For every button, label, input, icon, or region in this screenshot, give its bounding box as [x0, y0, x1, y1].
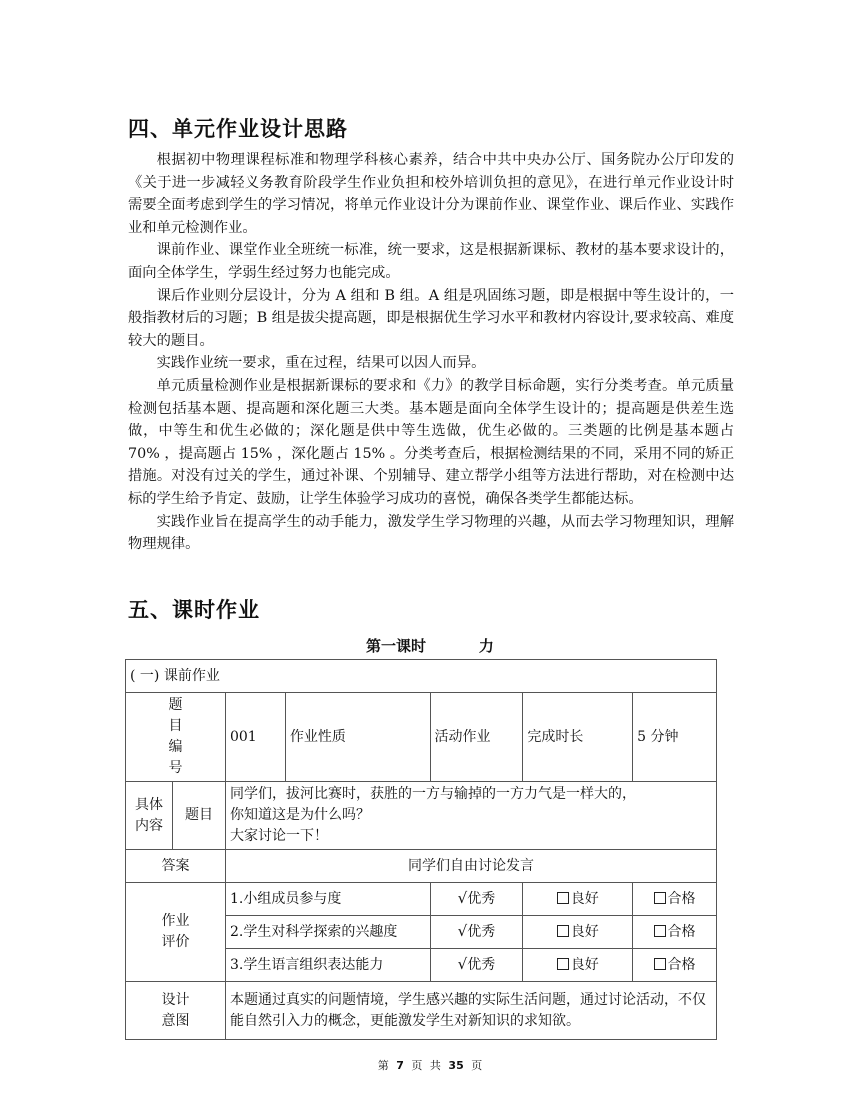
- type-value: 活动作业: [430, 693, 523, 782]
- content-label: 具体内容: [126, 782, 173, 850]
- intent-label: 设计意图: [126, 982, 226, 1040]
- id-label: 题目编号: [126, 693, 226, 782]
- check-icon: √: [457, 955, 468, 973]
- eval-option-excellent: √优秀: [430, 916, 523, 949]
- paragraph: 根据初中物理课程标准和物理学科核心素养，结合中共中央办公厅、国务院办公厅印发的《关于进一步减轻义务教育阶段学生作业负担和校外培训负担的意见》，在进行单元作业设计时需要全面考虑到学生的学习情况，将单元作业设计分为课前作业、课堂作业、课后作业、实践作业和单元检测作业。: [128, 152, 734, 236]
- paragraph: 课前作业、课堂作业全班统一标准，统一要求，这是根据新课标、教材的基本要求设计的，面向全体学生，学弱生经过努力也能完成。: [128, 242, 734, 281]
- table-row: [126, 982, 717, 1040]
- page-total: 35: [448, 1059, 464, 1072]
- answer-value: 同学们自由讨论发言: [225, 850, 716, 883]
- paragraph: 课后作业则分层设计，分为 A 组和 B 组。A 组是巩固练习题，即是根据中等生设计的，一般指教材后的习题；B 组是拔尖提高题，即是根据优生学习水平和教材内容设计,要求较高、难度较大的题目。: [128, 287, 734, 349]
- question-text: [225, 782, 716, 850]
- table-row: [126, 782, 717, 850]
- section-label: ( 一) 课前作业: [126, 660, 717, 693]
- eval-option-good: 良好: [523, 883, 633, 916]
- eval-row: [126, 883, 717, 916]
- eval-option-pass: 合格: [633, 916, 717, 949]
- lesson-title: 第一课时 力: [366, 637, 494, 655]
- eval-label: 作业评价: [126, 883, 226, 982]
- table-row: [126, 693, 717, 782]
- checkbox-icon: [654, 892, 666, 904]
- eval-item: 1.小组成员参与度: [225, 883, 430, 916]
- type-label: 作业性质: [285, 693, 430, 782]
- paragraph: 实践作业统一要求，重在过程，结果可以因人而异。: [156, 355, 486, 372]
- question-line: 大家讨论一下！: [229, 828, 328, 844]
- section-heading-5: 五、课时作业: [128, 598, 260, 622]
- checkbox-icon: [557, 892, 569, 904]
- eval-option-pass: 合格: [633, 883, 717, 916]
- section-heading-4: 四、单元作业设计思路: [128, 117, 348, 141]
- paragraph: 单元质量检测作业是根据新课标的要求和《力》的教学目标命题，实行分类考查。单元质量检测包括基本题、提高题和深化题三大类。基本题是面向全体学生设计的；提高题是供差生选做，中等生和优生必做的；深化题是供中等生选做，优生必做的。三类题的比例是基本题占 70% ，提高题占 15% ，深化题占 15% 。分类考查后，根据检测结果的不同，采用不同的矫正措施。对没有过关的学生，通过补课、个别辅导、建立帮学小组等方法进行帮助，对在检测中达标的学生给予肯定、鼓励，让学生体验学习成功的喜悦，确保各类学生都能达标。: [128, 377, 734, 507]
- checkbox-icon: [557, 958, 569, 970]
- eval-option-pass: 合格: [633, 949, 717, 982]
- question-line: 你知道这是为什么吗？: [229, 807, 370, 823]
- question-line: 同学们，拔河比赛时，获胜的一方与输掉的一方力气是一样大的，: [229, 786, 636, 802]
- answer-label: 答案: [126, 850, 226, 883]
- intent-value: 本题通过真实的问题情境，学生感兴趣的实际生活问题，通过讨论活动，不仅能自然引入力的概念，更能激发学生对新知识的求知欲。: [225, 982, 716, 1040]
- eval-option-excellent: √优秀: [430, 883, 523, 916]
- section-4-body: [128, 149, 734, 556]
- id-value: 001: [225, 693, 285, 782]
- table-row: [126, 660, 717, 693]
- table-row: [126, 850, 717, 883]
- paragraph: 实践作业旨在提高学生的动手能力，激发学生学习物理的兴趣，从而去学习物理知识，理解物理规律。: [128, 513, 734, 553]
- time-value: 5 分钟: [633, 693, 717, 782]
- question-label: 题目: [172, 782, 225, 850]
- eval-option-excellent: √优秀: [430, 949, 523, 982]
- time-label: 完成时长: [523, 693, 633, 782]
- page-number: 7: [396, 1059, 404, 1072]
- checkbox-icon: [654, 925, 666, 937]
- eval-option-good: 良好: [523, 916, 633, 949]
- homework-table: [125, 659, 717, 1040]
- eval-item: 3.学生语言组织表达能力: [225, 949, 430, 982]
- check-icon: √: [457, 889, 468, 907]
- check-icon: √: [457, 922, 468, 940]
- checkbox-icon: [654, 958, 666, 970]
- page-footer: 第 7 页 共 35 页: [377, 1059, 483, 1072]
- eval-option-good: 良好: [523, 949, 633, 982]
- eval-item: 2.学生对科学探索的兴趣度: [225, 916, 430, 949]
- checkbox-icon: [557, 925, 569, 937]
